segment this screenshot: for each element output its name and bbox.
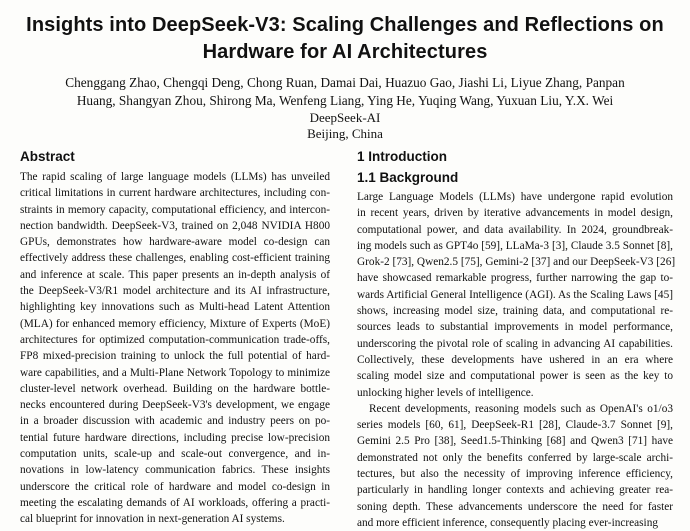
text-line: underscoring the pivotal role of scaling in advancing AI capabilities. — [357, 337, 673, 350]
abstract-body — [20, 169, 330, 528]
text-line: shows, increasing model size, training data, and computational re- — [357, 305, 673, 318]
text-line: (MLA) for enhanced memory efficiency, Mixture of Experts (MoE) — [20, 317, 330, 330]
intro-paragraph-1 — [357, 189, 676, 401]
text-line: FP8 mixed-precision training to unlock the full potential of hard- — [20, 350, 330, 363]
paper-title-line: Hardware for AI Architectures — [202, 41, 488, 63]
text-line: The rapid scaling of large language models (LLMs) has unveiled — [20, 171, 330, 183]
text-line: soning depth. These advancements underscore the need for faster — [357, 500, 673, 513]
text-line: Grok-2 [73], Qwen2.5 [75], Gemini-2 [37] and our DeepSeek-V3 [26] — [357, 256, 676, 269]
text-line: and inference at scale. This paper presents an in-depth analysis of — [20, 268, 330, 281]
paper-title — [0, 12, 690, 66]
author-line: Huang, Shangyan Zhou, Shirong Ma, Wenfeng Liang, Ying He, Yuqing Wang, Yuxuan Liu, Y.X. Wei — [76, 93, 614, 108]
text-line: particularly in handling longer contexts and achieving greater rea- — [357, 484, 673, 497]
text-line: and more efficient inference, consequently placing ever-increasing — [357, 516, 658, 529]
text-line: sources leads to substantial improvements in model performance, — [357, 321, 673, 334]
text-line: computational power, and data availability. In 2024, groundbreak- — [357, 223, 673, 236]
text-line: have showcased remarkable progress, further narrowing the gap to- — [357, 272, 673, 285]
affiliation-city: Beijing, China — [307, 126, 383, 141]
text-line: ing models such as GPT4o [59], LLaMa-3 [3], Claude 3.5 Sonnet [8], — [357, 239, 673, 252]
introduction-section — [357, 148, 676, 531]
text-line: Large Language Models (LLMs) have undergone rapid evolution — [357, 191, 673, 203]
paper-title-line: Insights into DeepSeek-V3: Scaling Challenges and Reflections on — [26, 14, 664, 36]
text-line: architectures for optimized computation-communication trade-offs, — [20, 333, 330, 346]
text-line: ware capabilities, and a Multi-Plane Network Topology to minimize — [20, 366, 330, 379]
text-line: underscore the critical role of hardware and model co-design in — [20, 480, 330, 493]
text-line: the DeepSeek-V3/R1 model architecture and its AI infrastructure, — [20, 285, 330, 298]
text-line: necks encountered during DeepSeek-V3's development, we engage — [20, 399, 330, 412]
text-line: cal blueprint for innovation in next-generation AI systems. — [20, 513, 285, 526]
text-line: GPUs, demonstrates how hardware-aware model co-design can — [20, 236, 330, 249]
text-line: Recent developments, reasoning models such as OpenAI's o1/o3 — [369, 402, 673, 415]
text-line: computation units, scale-up and scale-out convergence, and in- — [20, 448, 330, 461]
text-line: cluster-level network overhead. Building on the hardware bottle- — [20, 382, 330, 395]
intro-paragraph-2 — [357, 401, 673, 531]
text-line: in recent years, driven by iterative advancements in model design, — [357, 207, 673, 220]
text-line: tectures, but also the necessity of improving inference efficiency, — [357, 468, 673, 481]
abstract-heading: Abstract — [20, 149, 75, 164]
text-line: critical limitations in current hardware architectures, including con- — [20, 187, 330, 200]
abstract-section — [20, 148, 330, 528]
text-line: highlighting key innovations such as Multi-head Latent Attention — [20, 301, 330, 314]
text-line: Gemini 2.5 Pro [38], Seed1.5-Thinking [68] and Qwen3 [71] have — [357, 435, 673, 448]
text-line: series models [60, 61], DeepSeek-R1 [28], Claude-3.7 Sonnet [9], — [357, 419, 673, 432]
text-line: scaling model size and computational power is seen as the key to — [357, 370, 673, 383]
introduction-heading: 1 Introduction — [357, 149, 447, 164]
text-line: effectively address these challenges, enabling cost-efficient training — [20, 252, 330, 265]
text-line: demonstrated not only the benefits conferred by large-scale archi- — [357, 451, 673, 464]
background-subheading: 1.1 Background — [357, 170, 459, 185]
affiliation-org: DeepSeek-AI — [309, 110, 381, 125]
text-line: tential future hardware directions, including precise low-precision — [20, 431, 330, 444]
text-line: nection bandwidth. DeepSeek-V3, trained on 2,048 NVIDIA H800 — [20, 219, 330, 232]
text-line: meeting the escalating demands of AI workloads, offering a practi- — [20, 496, 330, 509]
author-list — [40, 74, 650, 110]
text-line: Collectively, these developments have ushered in an era where — [357, 353, 673, 366]
text-line: in a broader discussion with academic and industry peers on po- — [20, 415, 330, 428]
text-line: wards Artificial General Intelligence (AGI). As the Scaling Laws [45] — [357, 288, 673, 301]
author-line: Chenggang Zhao, Chengqi Deng, Chong Ruan, Damai Dai, Huazuo Gao, Jiashi Li, Liyue Zhang, Panpan — [65, 75, 625, 90]
text-line: straints in memory capacity, computational efficiency, and intercon- — [20, 203, 330, 216]
text-line: unlocking higher levels of intelligence. — [357, 386, 534, 399]
text-line: novations in low-latency communication fabrics. These insights — [20, 464, 330, 477]
